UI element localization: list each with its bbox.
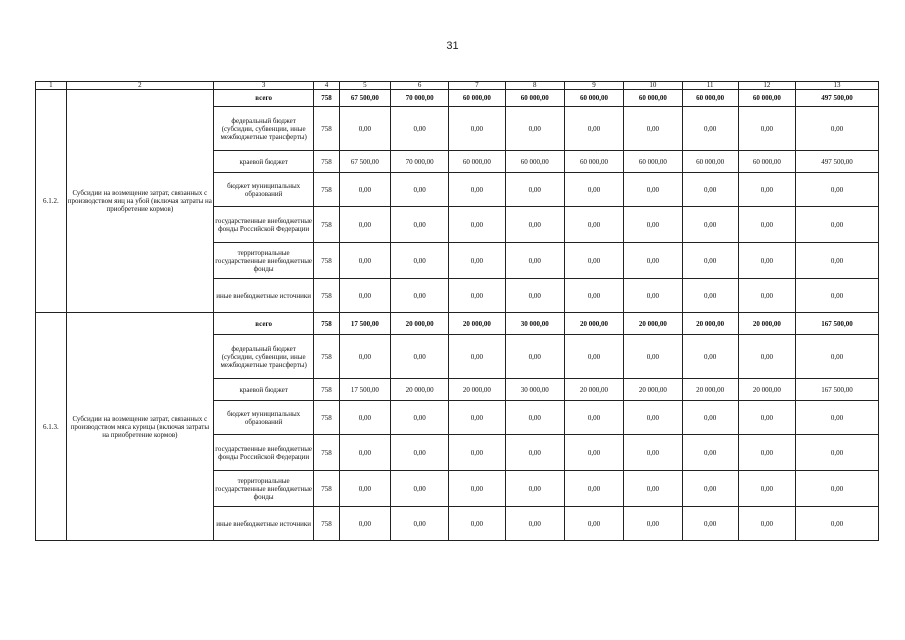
table-cell: 0,00 (449, 507, 505, 541)
funding-source: бюджет муниципальных образований (214, 173, 314, 207)
table-cell: 20 000,00 (738, 313, 795, 335)
table-cell: 0,00 (390, 507, 448, 541)
table-cell: 0,00 (738, 243, 795, 279)
table-cell: 20 000,00 (624, 379, 682, 401)
table-cell: 0,00 (390, 107, 448, 151)
table-cell: 0,00 (624, 507, 682, 541)
table-cell: 0,00 (682, 207, 738, 243)
table-cell: 0,00 (449, 173, 505, 207)
kbk-code: 758 (314, 379, 340, 401)
column-header: 6 (390, 82, 448, 90)
table-cell-total: 0,00 (796, 507, 879, 541)
table-cell: 0,00 (449, 471, 505, 507)
table-cell: 0,00 (390, 243, 448, 279)
table-cell: 0,00 (390, 173, 448, 207)
column-header: 1 (36, 82, 67, 90)
kbk-code: 758 (314, 207, 340, 243)
table-cell: 0,00 (682, 471, 738, 507)
table-cell: 0,00 (682, 507, 738, 541)
table-cell: 0,00 (564, 401, 623, 435)
table-cell: 70 000,00 (390, 90, 448, 107)
table-cell-total: 0,00 (796, 335, 879, 379)
table-cell: 0,00 (449, 243, 505, 279)
table-cell: 0,00 (449, 107, 505, 151)
table-cell: 0,00 (505, 107, 564, 151)
table-cell: 60 000,00 (624, 151, 682, 173)
table-cell-total: 497 500,00 (796, 90, 879, 107)
table-cell: 0,00 (682, 243, 738, 279)
funding-source: федеральный бюджет (субсидии, субвенции, иные межбюджетные трансферты) (214, 335, 314, 379)
table-cell: 0,00 (682, 401, 738, 435)
table-cell-total: 0,00 (796, 207, 879, 243)
table-cell: 0,00 (564, 243, 623, 279)
funding-source: всего (214, 90, 314, 107)
table-cell-total: 167 500,00 (796, 313, 879, 335)
table-cell: 0,00 (505, 173, 564, 207)
table-cell: 60 000,00 (738, 90, 795, 107)
table-cell: 0,00 (564, 207, 623, 243)
funding-source: бюджет муниципальных образований (214, 401, 314, 435)
table-cell: 0,00 (564, 435, 623, 471)
table-cell: 0,00 (682, 335, 738, 379)
funding-source: государственные внебюджетные фонды Российской Федерации (214, 435, 314, 471)
table-cell: 0,00 (682, 107, 738, 151)
table-cell: 0,00 (505, 401, 564, 435)
table-cell: 60 000,00 (505, 151, 564, 173)
table-cell-total: 0,00 (796, 401, 879, 435)
column-header: 4 (314, 82, 340, 90)
table-cell: 0,00 (390, 401, 448, 435)
table-cell: 0,00 (339, 435, 390, 471)
table-cell: 20 000,00 (682, 313, 738, 335)
table-cell: 0,00 (564, 471, 623, 507)
table-cell: 0,00 (738, 507, 795, 541)
column-header: 7 (449, 82, 505, 90)
table-cell: 20 000,00 (564, 313, 623, 335)
table-cell: 67 500,00 (339, 90, 390, 107)
table-cell: 0,00 (682, 435, 738, 471)
table-cell: 0,00 (505, 207, 564, 243)
table-cell: 0,00 (564, 279, 623, 313)
table-cell: 60 000,00 (682, 90, 738, 107)
column-header: 3 (214, 82, 314, 90)
table-cell: 0,00 (738, 107, 795, 151)
table-cell: 0,00 (624, 401, 682, 435)
table-cell: 0,00 (682, 173, 738, 207)
table-cell: 0,00 (738, 435, 795, 471)
funding-source: иные внебюджетные источники (214, 279, 314, 313)
column-header: 2 (66, 82, 213, 90)
kbk-code: 758 (314, 335, 340, 379)
table-cell: 20 000,00 (449, 313, 505, 335)
table-cell: 20 000,00 (390, 313, 448, 335)
table-row (36, 313, 879, 335)
table-cell: 0,00 (738, 207, 795, 243)
table-cell: 0,00 (564, 107, 623, 151)
kbk-code: 758 (314, 107, 340, 151)
table-cell: 0,00 (564, 335, 623, 379)
column-header: 12 (738, 82, 795, 90)
table-cell: 0,00 (505, 471, 564, 507)
table-cell: 20 000,00 (449, 379, 505, 401)
table-cell: 0,00 (339, 335, 390, 379)
column-number-row (36, 82, 879, 90)
table-cell: 60 000,00 (449, 151, 505, 173)
table-cell: 0,00 (390, 471, 448, 507)
table-cell: 0,00 (390, 207, 448, 243)
funding-source: краевой бюджет (214, 379, 314, 401)
table-cell: 0,00 (339, 173, 390, 207)
item-code: 6.1.2. (36, 90, 67, 313)
column-header: 5 (339, 82, 390, 90)
table-cell: 0,00 (339, 507, 390, 541)
table-cell-total: 497 500,00 (796, 151, 879, 173)
table-cell: 60 000,00 (505, 90, 564, 107)
budget-table (35, 81, 879, 541)
kbk-code: 758 (314, 401, 340, 435)
kbk-code: 758 (314, 90, 340, 107)
table-cell: 0,00 (339, 279, 390, 313)
funding-source: государственные внебюджетные фонды Российской Федерации (214, 207, 314, 243)
item-name: Субсидии на возмещение затрат, связанных с производством мяса курицы (включая затраты на приобретение кормов) (66, 313, 213, 541)
table-cell: 67 500,00 (339, 151, 390, 173)
kbk-code: 758 (314, 471, 340, 507)
table-cell: 20 000,00 (682, 379, 738, 401)
table-cell: 17 500,00 (339, 313, 390, 335)
table-cell: 0,00 (624, 173, 682, 207)
table-cell: 0,00 (390, 335, 448, 379)
table-cell-total: 0,00 (796, 243, 879, 279)
table-cell: 60 000,00 (624, 90, 682, 107)
table-cell: 17 500,00 (339, 379, 390, 401)
table-cell: 0,00 (449, 401, 505, 435)
table-cell: 0,00 (624, 335, 682, 379)
kbk-code: 758 (314, 279, 340, 313)
table-cell: 0,00 (624, 107, 682, 151)
table-cell: 70 000,00 (390, 151, 448, 173)
table-cell: 30 000,00 (505, 379, 564, 401)
table-cell: 0,00 (449, 335, 505, 379)
table-cell: 0,00 (564, 507, 623, 541)
page-number: 31 (446, 40, 459, 52)
table-cell-total: 0,00 (796, 435, 879, 471)
table-cell-total: 0,00 (796, 471, 879, 507)
table-cell: 0,00 (738, 471, 795, 507)
table-cell: 20 000,00 (624, 313, 682, 335)
table-cell: 0,00 (339, 207, 390, 243)
table-cell: 0,00 (339, 471, 390, 507)
table-cell: 0,00 (738, 279, 795, 313)
table-cell: 0,00 (390, 435, 448, 471)
table-cell: 60 000,00 (738, 151, 795, 173)
kbk-code: 758 (314, 151, 340, 173)
table-cell: 0,00 (505, 435, 564, 471)
table-cell: 0,00 (505, 243, 564, 279)
table-cell: 60 000,00 (564, 90, 623, 107)
table-cell: 0,00 (624, 279, 682, 313)
table-cell: 0,00 (564, 173, 623, 207)
column-header: 9 (564, 82, 623, 90)
table-cell: 0,00 (738, 401, 795, 435)
table-cell-total: 0,00 (796, 279, 879, 313)
table-cell: 0,00 (339, 401, 390, 435)
table-cell: 0,00 (449, 279, 505, 313)
table-cell: 20 000,00 (564, 379, 623, 401)
kbk-code: 758 (314, 243, 340, 279)
table-cell: 0,00 (449, 207, 505, 243)
funding-source: краевой бюджет (214, 151, 314, 173)
kbk-code: 758 (314, 435, 340, 471)
table-cell: 20 000,00 (738, 379, 795, 401)
table-cell: 0,00 (738, 335, 795, 379)
kbk-code: 758 (314, 313, 340, 335)
table-cell: 60 000,00 (449, 90, 505, 107)
table-cell: 20 000,00 (390, 379, 448, 401)
table-cell: 0,00 (624, 243, 682, 279)
funding-source: всего (214, 313, 314, 335)
table-cell: 0,00 (505, 507, 564, 541)
funding-source: территориальные государственные внебюджетные фонды (214, 243, 314, 279)
table-cell: 60 000,00 (682, 151, 738, 173)
item-name: Субсидии на возмещение затрат, связанных с производством яиц на убой (включая затраты на приобретение кормов) (66, 90, 213, 313)
table-cell-total: 0,00 (796, 107, 879, 151)
table-cell: 0,00 (339, 107, 390, 151)
funding-source: территориальные государственные внебюджетные фонды (214, 471, 314, 507)
table-cell-total: 167 500,00 (796, 379, 879, 401)
column-header: 11 (682, 82, 738, 90)
table-cell-total: 0,00 (796, 173, 879, 207)
table-cell: 0,00 (624, 207, 682, 243)
table-cell: 0,00 (390, 279, 448, 313)
table-cell: 0,00 (449, 435, 505, 471)
funding-source: федеральный бюджет (субсидии, субвенции, иные межбюджетные трансферты) (214, 107, 314, 151)
table-cell: 0,00 (505, 335, 564, 379)
funding-source: иные внебюджетные источники (214, 507, 314, 541)
table-row (36, 90, 879, 107)
kbk-code: 758 (314, 507, 340, 541)
table-cell: 30 000,00 (505, 313, 564, 335)
column-header: 13 (796, 82, 879, 90)
item-code: 6.1.3. (36, 313, 67, 541)
column-header: 10 (624, 82, 682, 90)
table-cell: 60 000,00 (564, 151, 623, 173)
table-cell: 0,00 (624, 435, 682, 471)
table-cell: 0,00 (738, 173, 795, 207)
table-cell: 0,00 (624, 471, 682, 507)
kbk-code: 758 (314, 173, 340, 207)
table-cell: 0,00 (682, 279, 738, 313)
column-header: 8 (505, 82, 564, 90)
table-cell: 0,00 (339, 243, 390, 279)
table-cell: 0,00 (505, 279, 564, 313)
